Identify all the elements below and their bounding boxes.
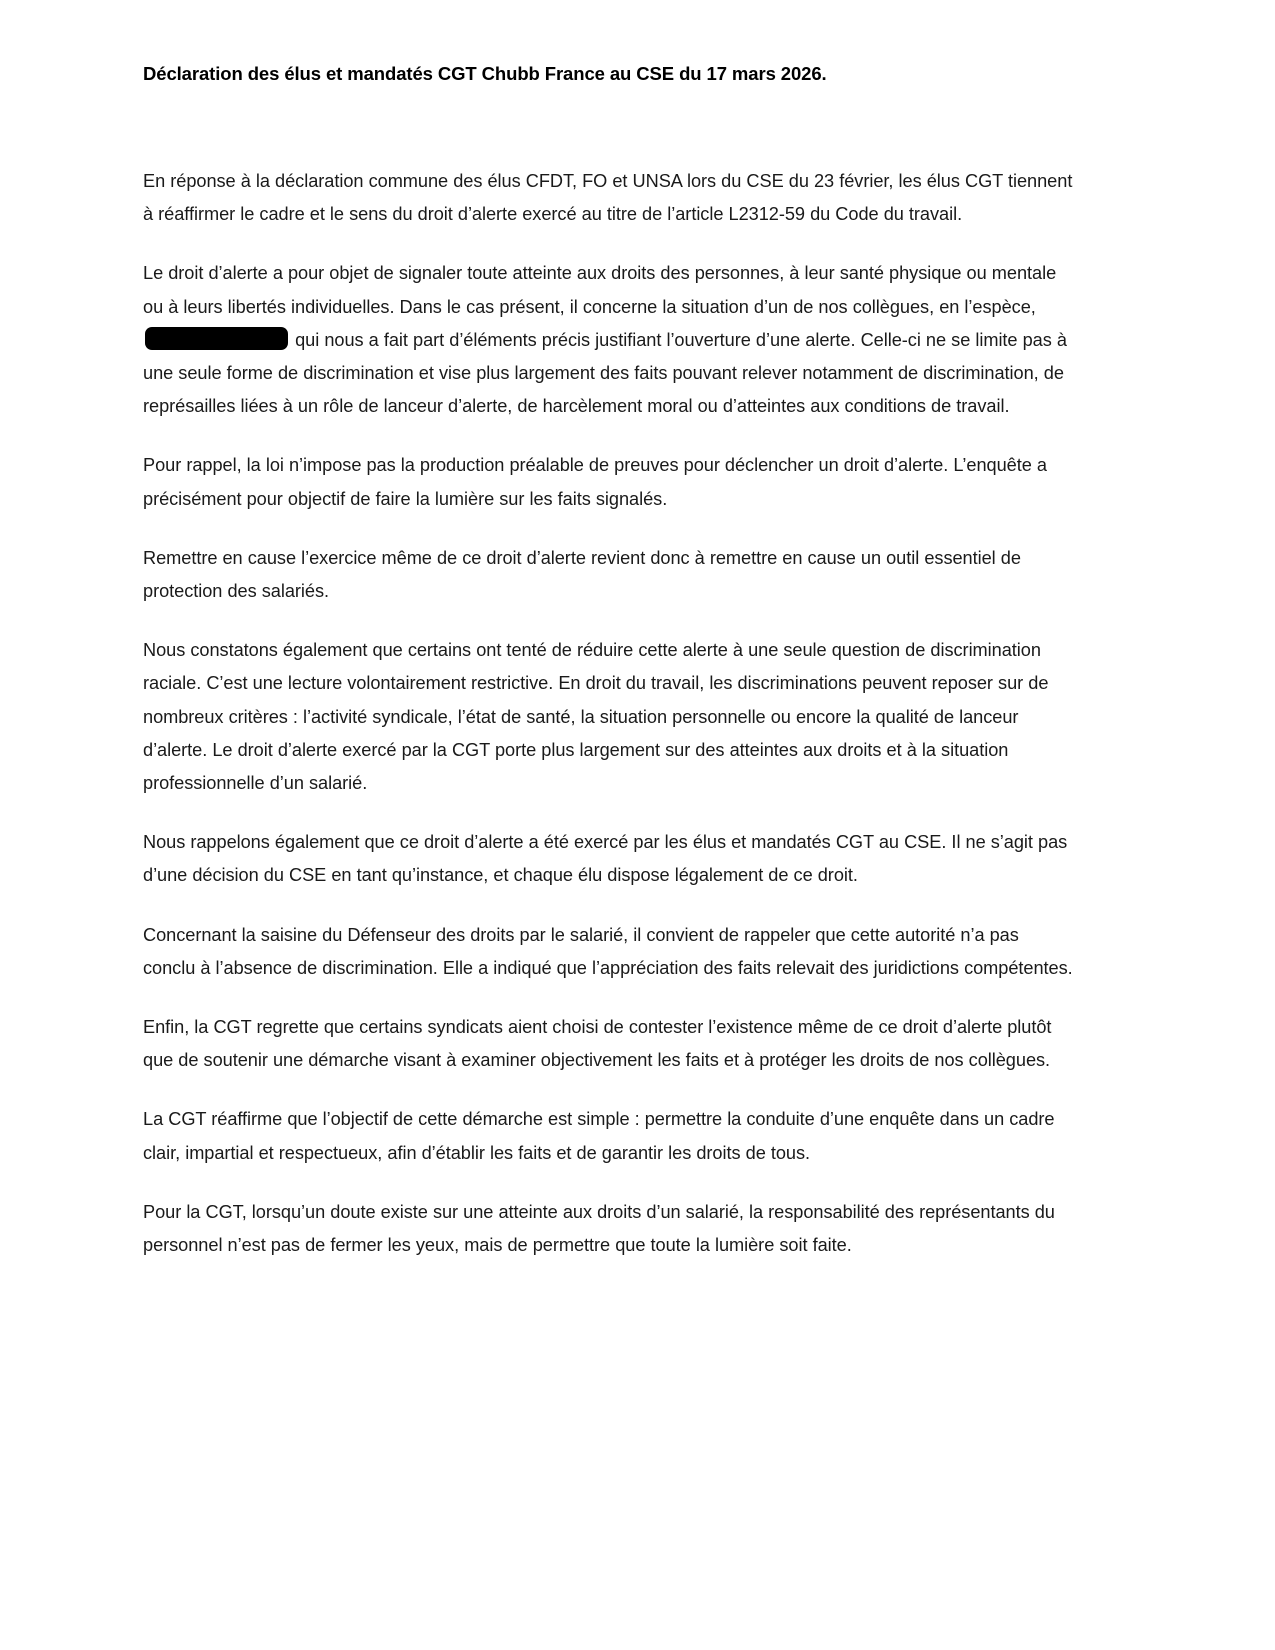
paragraph-text-before-redaction: Le droit d’alerte a pour objet de signaler toute atteinte aux droits des personnes, à leur santé physique ou mentale ou à leurs libertés individuelles. Dans le cas présent, il concerne la situation d’un de nos collègues, en l’espèce,: [143, 263, 1057, 317]
paragraph-discrimination-criteres: [143, 634, 1073, 800]
document-body: [143, 165, 1073, 1262]
paragraph-text: Pour rappel, la loi n’impose pas la production préalable de preuves pour déclencher un droit d’alerte. L’enquête a précisément pour objectif de faire la lumière sur les faits signalés.: [143, 455, 1047, 509]
paragraph-droit-alerte: [143, 257, 1073, 423]
paragraph-regret-syndicats: [143, 1011, 1073, 1077]
paragraph-text-after-redaction: qui nous a fait part d’éléments précis justifiant l’ouverture d’une alerte. Celle-ci ne se limite pas à une seule forme de discrimination et vise plus largement des faits pouvant relever notamment de discrimination, de représailles liées à un rôle de lanceur d’alerte, de harcèlement moral ou d’atteintes aux conditions de travail.: [143, 329, 1067, 417]
paragraph-exercice-cse: [143, 826, 1073, 892]
paragraph-conclusion: [143, 1196, 1073, 1262]
paragraph-intro: [143, 165, 1073, 231]
paragraph-remettre-en-cause: [143, 542, 1073, 608]
paragraph-text: La CGT réaffirme que l’objectif de cette démarche est simple : permettre la conduite d’une enquête dans un cadre clair, impartial et respectueux, afin d’établir les faits et de garantir les droits de tous.: [143, 1109, 1055, 1163]
document-content: [143, 62, 1073, 1262]
paragraph-text: En réponse à la déclaration commune des élus CFDT, FO et UNSA lors du CSE du 23 février, les élus CGT tiennent à réaffirmer le cadre et le sens du droit d’alerte exercé au titre de l’article L2312-59 du Code du travail.: [143, 170, 1073, 225]
paragraph-text: Pour la CGT, lorsqu’un doute existe sur une atteinte aux droits d’un salarié, la responsabilité des représentants du personnel n’est pas de fermer les yeux, mais de permettre que toute la lumière soit faite.: [143, 1201, 1055, 1256]
paragraph-text: Enfin, la CGT regrette que certains syndicats aient choisi de contester l’existence même de ce droit d’alerte plutôt que de soutenir une démarche visant à examiner objectivement les faits et à protéger les droits de nos collègues.: [143, 1017, 1052, 1071]
redaction-block: [145, 327, 288, 350]
page-title: Déclaration des élus et mandatés CGT Chubb France au CSE du 17 mars 2026.: [143, 63, 827, 84]
paragraph-text: Remettre en cause l’exercice même de ce droit d’alerte revient donc à remettre en cause un outil essentiel de protection des salariés.: [143, 547, 1021, 601]
paragraph-objectif-demarche: [143, 1103, 1073, 1169]
paragraph-text: Concernant la saisine du Défenseur des droits par le salarié, il convient de rappeler que cette autorité n’a pas conclu à l’absence de discrimination. Elle a indiqué que l’appréciation des faits relevait des juridictions compétentes.: [143, 924, 1073, 978]
paragraph-text: Nous rappelons également que ce droit d’alerte a été exercé par les élus et mandatés CGT au CSE. Il ne s’agit pas d’une décision du CSE en tant qu’instance, et chaque élu dispose légalement de ce droit.: [143, 832, 1068, 886]
paragraph-text: Nous constatons également que certains ont tenté de réduire cette alerte à une seule question de discrimination raciale. C’est une lecture volontairement restrictive. En droit du travail, les discriminations peuvent reposer sur de nombreux critères : l’activité syndicale, l’état de santé, la situation personnelle ou encore la qualité de lanceur d’alerte. Le droit d’alerte exercé par la CGT porte plus largement sur des atteintes aux droits et à la situation professionnelle d’un salarié.: [143, 640, 1049, 794]
paragraph-rappel-loi: [143, 449, 1073, 515]
paragraph-defenseur-des-droits: [143, 919, 1073, 985]
